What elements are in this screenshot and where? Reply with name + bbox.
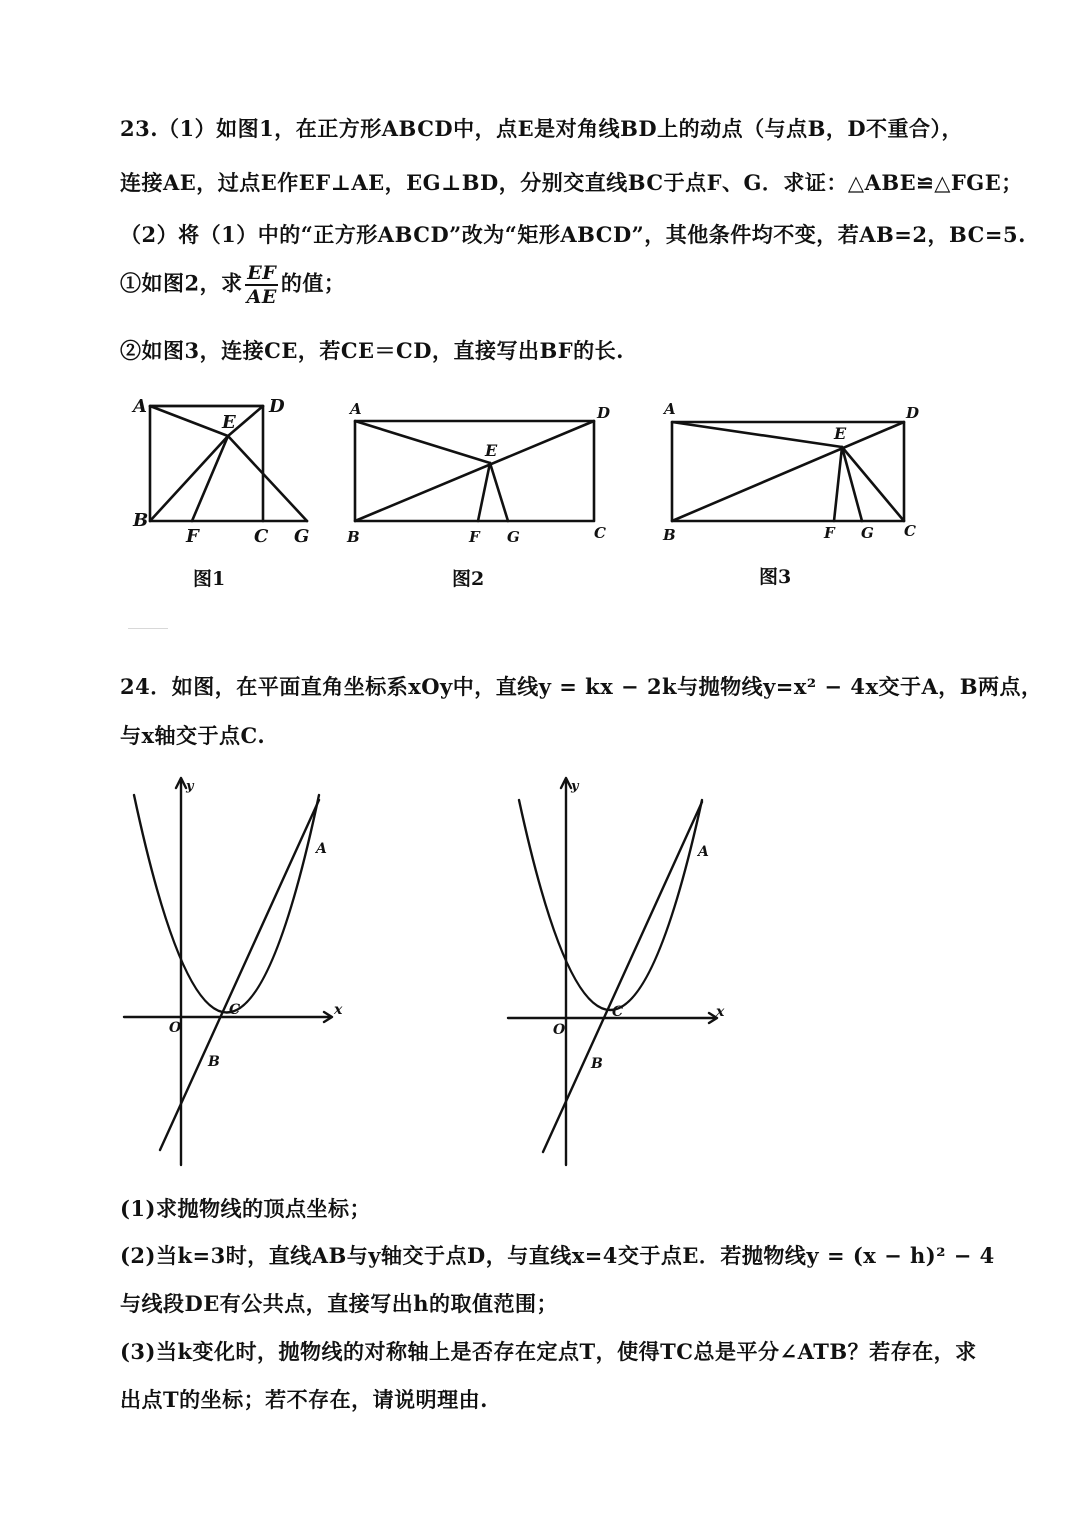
q23-line-4-suffix: 的值； (280, 270, 346, 296)
fig1-label-f: F (186, 526, 199, 547)
fig2-label-e: E (485, 441, 498, 460)
fig1-label-b: B (133, 510, 149, 531)
fig2-label-g: G (507, 528, 520, 546)
fig3-label-e: E (834, 424, 847, 443)
q23-line-2: 连接AE，过点E作EF⊥AE，EG⊥BD，分别交直线BC于点F、G．求证：△ABE≌△FGE； (120, 170, 1023, 195)
graph2-label-c: C (612, 1004, 624, 1020)
q23-line-5: ②如图3，连接CE，若CE＝CD，直接写出BF的长. (120, 338, 624, 363)
fig1-label-e: E (222, 412, 236, 433)
q24-part-1: (1)求抛物线的顶点坐标； (120, 1196, 371, 1221)
q23-line-1: 23.（1）如图1，在正方形ABCD中，点E是对角线BD上的动点（与点B，D不重合）， (120, 116, 964, 141)
fig1-label-g: G (294, 526, 310, 547)
fig2-label-b: B (347, 528, 360, 546)
figure-1-caption: 图1 (193, 568, 226, 590)
graph2-label-o: O (553, 1022, 566, 1038)
q24-part-2-line-2: 与线段DE有公共点，直接写出h的取值范围； (120, 1291, 558, 1316)
fig2-label-c: C (594, 524, 606, 542)
fraction-denominator: AE (246, 286, 277, 308)
graph1-label-b: B (208, 1054, 220, 1070)
fig2-label-a: A (350, 400, 362, 418)
q23-line-3: （2）将（1）中的“正方形ABCD”改为“矩形ABCD”，其他条件均不变，若AB=2，BC=5. (120, 222, 1026, 247)
fraction-numerator: EF (247, 262, 277, 284)
figure-3-caption: 图3 (759, 566, 792, 588)
fig3-label-c: C (904, 522, 916, 540)
fig1-label-c: C (254, 526, 269, 547)
fig3-label-a: A (664, 400, 676, 418)
graph1-label-c: C (229, 1002, 241, 1018)
graph1-label-y: y (186, 779, 194, 794)
fig1-label-a: A (133, 396, 147, 417)
q24-line-2: 与x轴交于点C. (120, 723, 266, 748)
graph1-label-a: A (316, 841, 327, 857)
fig2-label-d: D (597, 404, 611, 422)
figure-2-caption: 图2 (452, 568, 485, 590)
graph2-label-a: A (698, 844, 709, 860)
fig2-label-f: F (469, 528, 480, 546)
fig3-label-g: G (861, 524, 874, 542)
q23-line-4-prefix: ①如图2，求 (120, 270, 243, 296)
q24-part-2-line-1: (2)当k=3时，直线AB与y轴交于点D，与直线x=4交于点E．若抛物线y = (x − h)² − 4 (120, 1243, 995, 1268)
q24-part-3-line-2: 出点T的坐标；若不存在，请说明理由. (120, 1387, 488, 1412)
graph1-label-o: O (169, 1020, 182, 1036)
graph2-label-x: x (716, 1004, 725, 1020)
graph1-label-x: x (334, 1002, 343, 1018)
fig3-label-b: B (663, 526, 676, 544)
q24-line-1: 24．如图，在平面直角坐标系xOy中，直线y = kx − 2k与抛物线y=x² − 4x交于A，B两点， (120, 674, 1043, 699)
graph2-label-y: y (571, 779, 579, 794)
fig3-label-f: F (824, 524, 835, 542)
fig3-label-d: D (906, 404, 920, 422)
q24-part-3-line-1: (3)当k变化时，抛物线的对称轴上是否存在定点T，使得TC总是平分∠ATB？若存在，求 (120, 1339, 977, 1364)
graph2-label-b: B (591, 1056, 603, 1072)
fig1-label-d: D (269, 396, 285, 417)
